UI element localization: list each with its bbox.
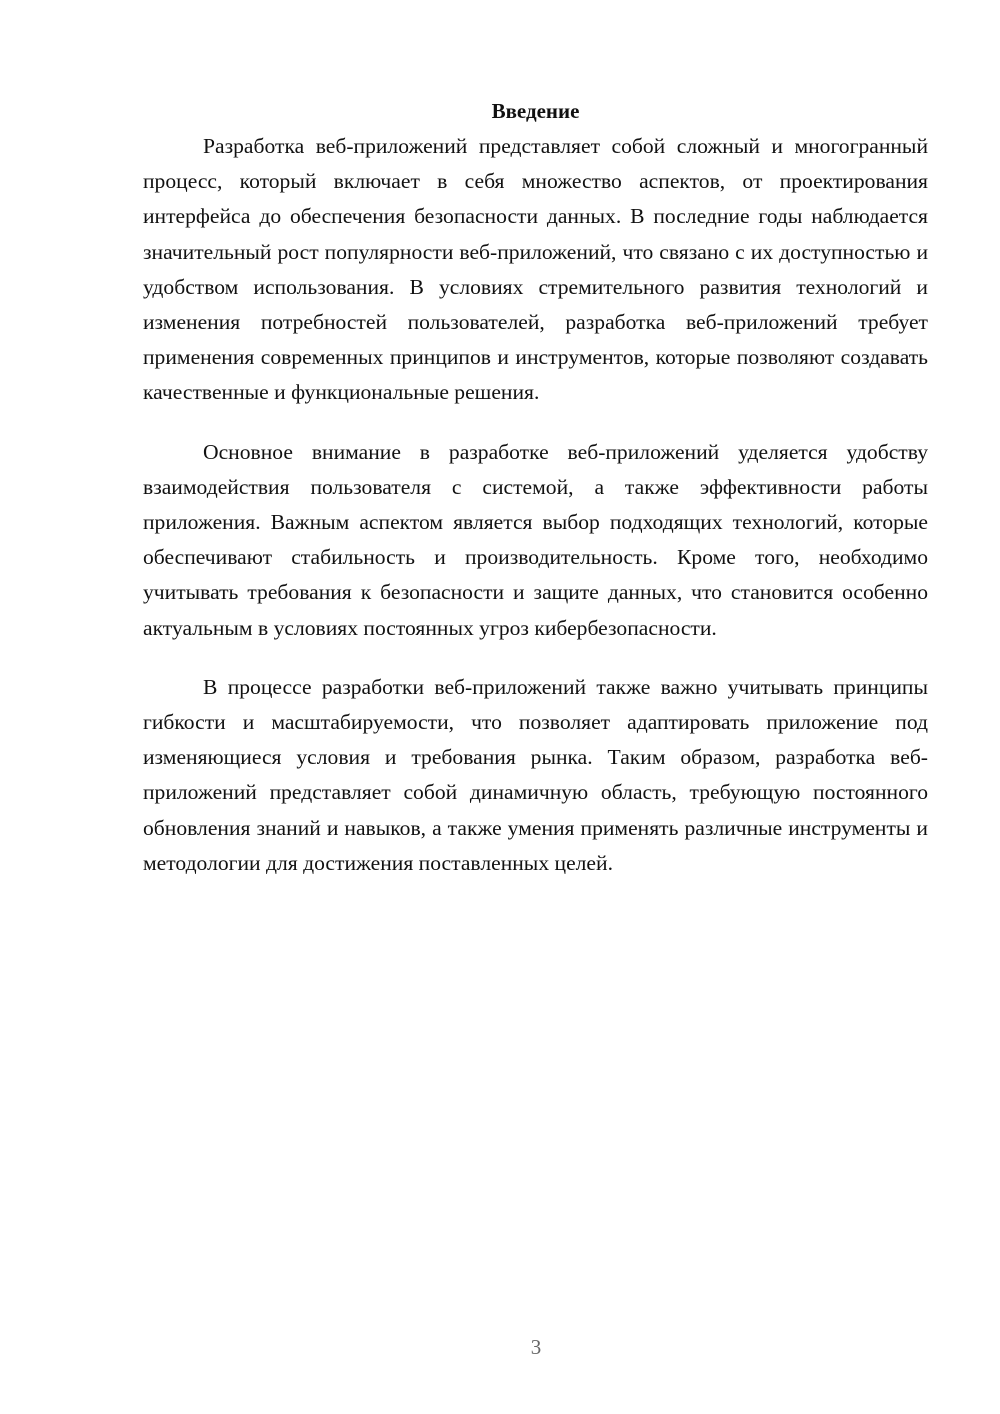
section-heading: Введение	[491, 99, 580, 123]
paragraph-1: Разработка веб-приложений представляет собой сложный и многогранный процесс, который включает в себя множество аспектов, от проектирования интерфейса до обеспечения безопасности данных. В последние годы наблюдается значительный рост популярности веб-приложений, что связано с их доступностью и удобством использования. В условиях стремительного развития технологий и изменения потребностей пользователей, разработка веб-приложений требует применения современных принципов и инструментов, которые позволяют создавать качественные и функциональные решения.	[143, 134, 928, 405]
page-number: 3	[530, 1335, 542, 1359]
paragraph-2: Основное внимание в разработке веб-приложений уделяется удобству взаимодействия пользователя с системой, а также эффективности работы приложения. Важным аспектом является выбор подходящих технологий, которые обеспечивают стабильность и производительность. Кроме того, необходимо учитывать требования к безопасности и защите данных, что становится особенно актуальным в условиях постоянных угроз кибербезопасности.	[143, 439, 928, 640]
document-body	[143, 94, 928, 905]
paragraph-3: В процессе разработки веб-приложений также важно учитывать принципы гибкости и масштабируемости, что позволяет адаптировать приложение под изменяющиеся условия и требования рынка. Таким образом, разработка веб-приложений представляет собой динамичную область, требующую постоянного обновления знаний и навыков, а также умения применять различные инструменты и методологии для достижения поставленных целей.	[143, 674, 928, 875]
